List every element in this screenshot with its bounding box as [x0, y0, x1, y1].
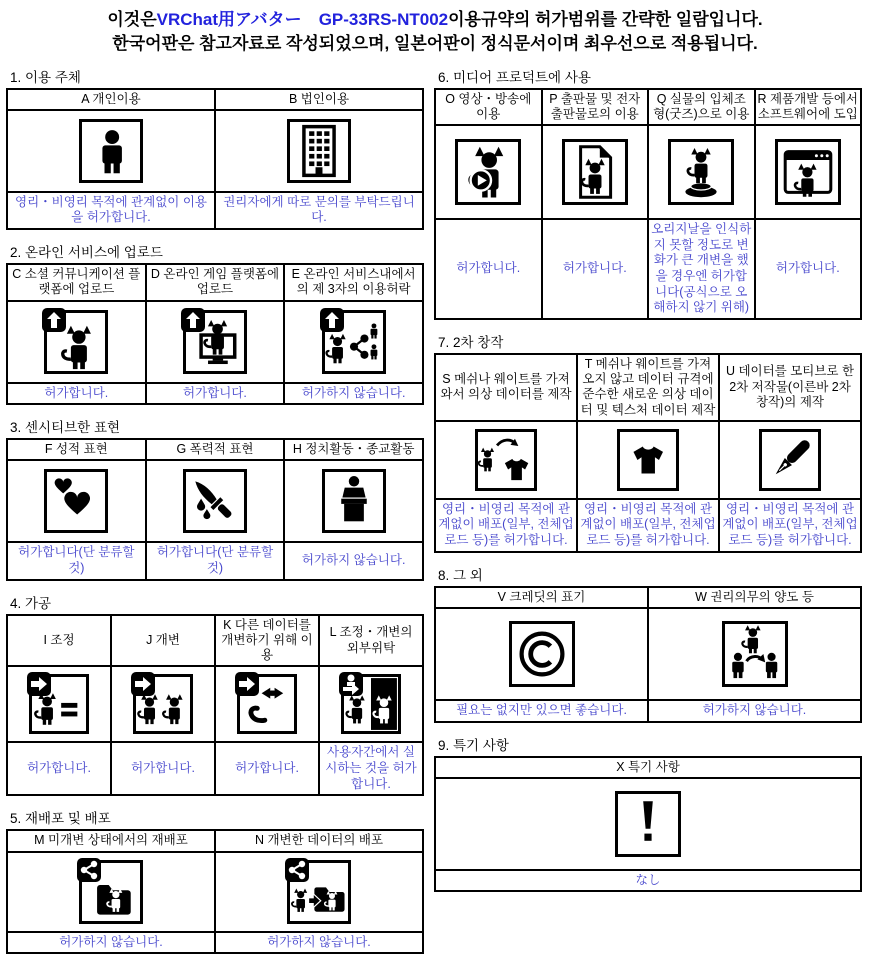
section-processing	[6, 592, 424, 797]
cell-icon	[215, 666, 319, 742]
upload-game-icon	[183, 310, 247, 374]
cell-header: U 데이터를 모티브로 한 2차 저작물(이른바 2차 창작)의 제작	[719, 354, 861, 421]
cell-header: P 출판물 및 전자출판물로의 이용	[542, 89, 649, 126]
cell-answer: 허가합니다.	[755, 219, 862, 319]
title-text: 이용규약의 허가범위를 간략한 일람입니다.	[448, 10, 763, 29]
modify-parts-icon	[237, 674, 297, 734]
adjust-equal-icon	[29, 674, 89, 734]
right-column	[434, 66, 862, 904]
section-heading: 6. 미디어 프로덕트에 사용	[438, 69, 591, 85]
cell-answer: 허가합니다.	[542, 219, 649, 319]
cell-icon	[577, 421, 719, 499]
cell-icon	[146, 460, 285, 542]
table-columns	[4, 66, 866, 965]
permission-table	[6, 829, 424, 954]
cell-header: K 다른 데이터를 개변하기 위해 이용	[215, 615, 319, 667]
cell-header: C 소셜 커뮤니케이션 플랫폼에 업로드	[7, 264, 146, 301]
cell-icon	[284, 301, 423, 383]
section-special-notes	[434, 734, 862, 893]
section-heading: 3. 센시티브한 표현	[10, 420, 121, 436]
cell-answer: 허가하지 않습니다.	[648, 700, 861, 722]
cell-answer: 사용자간에서 실시하는 것을 허가합니다.	[319, 742, 423, 795]
left-column	[6, 66, 424, 965]
cell-answer: 허가합니다.	[435, 219, 542, 319]
cell-icon	[648, 608, 861, 700]
section-others	[434, 564, 862, 723]
cell-icon	[7, 460, 146, 542]
upload-avatar-icon	[44, 310, 108, 374]
permission-table	[434, 756, 862, 893]
section-heading: 2. 온라인 서비스에 업로드	[10, 245, 163, 261]
title-block	[4, 8, 866, 56]
cell-icon	[719, 421, 861, 499]
figurine-icon	[668, 139, 734, 205]
cell-header: J 개변	[111, 615, 215, 667]
publication-icon	[562, 139, 628, 205]
section-media-products	[434, 66, 862, 320]
cell-icon	[7, 852, 215, 932]
cell-answer: 영리・비영리 목적에 관계없이 배포(일부, 전체업로드 등)를 허가합니다.	[719, 499, 861, 552]
permission-table	[434, 88, 862, 320]
cell-icon	[7, 301, 146, 383]
cell-answer: 허가합니다.	[111, 742, 215, 795]
share-modified-icon	[287, 860, 351, 924]
title-text	[302, 10, 319, 29]
section-heading: 7. 2차 창작	[438, 334, 504, 350]
cell-icon	[215, 110, 423, 192]
hearts-icon	[44, 469, 108, 533]
exclamation-icon	[615, 791, 681, 857]
share-badge-icon	[285, 858, 309, 882]
permission-table	[6, 438, 424, 581]
cell-answer: 허가합니다.	[215, 742, 319, 795]
cell-answer: 허가하지 않습니다.	[7, 932, 215, 954]
person-arrow-badge-icon	[339, 672, 363, 696]
modify-cats-icon	[133, 674, 193, 734]
software-window-icon	[775, 139, 841, 205]
cell-header: I 조정	[7, 615, 111, 667]
cell-header: B 법인이용	[215, 89, 423, 110]
section-heading: 1. 이용 주체	[10, 69, 81, 85]
title-accent-text: VRChat用アバター	[156, 10, 302, 29]
cell-answer: 필요는 없지만 있으면 좋습니다.	[435, 700, 648, 722]
cell-answer: 오리지날을 인식하지 못할 정도로 변화가 큰 개변을 했을 경우엔 허가합니다(공식으로 오해하지 않기 위해)	[648, 219, 755, 319]
cell-icon	[7, 110, 215, 192]
arrow-badge-icon	[235, 672, 259, 696]
upload-badge-icon	[320, 308, 344, 332]
section-heading: 8. 그 외	[438, 567, 483, 583]
cell-answer: 영리・비영리 목적에 관계없이 배포(일부, 전체업로드 등)를 허가합니다.	[577, 499, 719, 552]
title-line-2: 한국어판은 참고자료로 작성되었으며, 일본어판이 정식문서이며 최우선으로 적용됩니다.	[112, 33, 758, 53]
cell-header: V 크레딧의 표기	[435, 587, 648, 608]
title-line-1	[4, 8, 866, 32]
cell-header: N 개변한 데이터의 배포	[215, 830, 423, 851]
cell-answer: なし	[435, 870, 861, 892]
cell-icon	[7, 666, 111, 742]
section-usage-subject	[6, 66, 424, 231]
cell-header: F 성적 표현	[7, 439, 146, 460]
section-heading: 5. 재배포 및 배포	[10, 811, 111, 827]
permission-table	[6, 88, 424, 231]
cell-header: E 온라인 서비스내에서의 제 3자의 이용허락	[284, 264, 423, 301]
podium-icon	[322, 469, 386, 533]
cell-answer: 권리자에게 따로 문의를 부탁드립니다.	[215, 192, 423, 229]
cell-icon	[215, 852, 423, 932]
permission-table	[6, 614, 424, 797]
cell-header: T 메쉬나 웨이트를 가져오지 않고 데이터 규격에 준수한 새로운 의상 데이터 및 텍스처 데이터 제작	[577, 354, 719, 421]
cell-icon	[648, 125, 755, 219]
cell-header: O 영상・방송에 이용	[435, 89, 542, 126]
cell-answer: 허가하지 않습니다.	[284, 542, 423, 579]
section-online-upload	[6, 241, 424, 405]
transfer-rights-icon	[722, 621, 788, 687]
cell-icon	[755, 125, 862, 219]
cell-icon	[111, 666, 215, 742]
cell-icon	[435, 421, 577, 499]
cell-header: G 폭력적 표현	[146, 439, 285, 460]
cell-icon	[435, 778, 861, 870]
cell-icon	[146, 301, 285, 383]
video-play-icon	[455, 139, 521, 205]
cell-answer: 영리・비영리 목적에 관계없이 배포(일부, 전체업로드 등)를 허가합니다.	[435, 499, 577, 552]
costume-from-mesh-icon	[475, 429, 537, 491]
upload-share-icon	[322, 310, 386, 374]
pen-nib-icon	[759, 429, 821, 491]
section-heading: 4. 가공	[10, 595, 52, 611]
cell-header: L 조정・개변의 외부위탁	[319, 615, 423, 667]
cell-answer: 허가합니다(단 분류할 것)	[7, 542, 146, 579]
cell-answer: 영리・비영리 목적에 관계없이 이용을 허가합니다.	[7, 192, 215, 229]
knife-icon	[183, 469, 247, 533]
cell-header: Q 실물의 입체조형(굿즈)으로 이용	[648, 89, 755, 126]
cell-header: D 온라인 게임 플랫폼에 업로드	[146, 264, 285, 301]
permission-table	[434, 586, 862, 723]
share-badge-icon	[77, 858, 101, 882]
cell-header: H 정치활동・종교활동	[284, 439, 423, 460]
cell-answer: 허가합니다.	[146, 383, 285, 405]
cell-header: S 메쉬나 웨이트를 가져와서 의상 데이터를 제작	[435, 354, 577, 421]
upload-badge-icon	[42, 308, 66, 332]
section-heading: 9. 특기 사항	[438, 737, 509, 753]
permission-table	[434, 353, 862, 553]
share-folder-icon	[79, 860, 143, 924]
cell-header: R 제품개발 등에서 소프트웨어에 도입	[755, 89, 862, 126]
copyright-icon	[509, 621, 575, 687]
section-derivative-creation	[434, 331, 862, 553]
cell-icon	[435, 125, 542, 219]
cell-answer: 허가하지 않습니다.	[215, 932, 423, 954]
cell-icon	[284, 460, 423, 542]
person-icon	[79, 119, 143, 183]
cell-answer: 허가합니다.	[7, 383, 146, 405]
building-icon	[287, 119, 351, 183]
cell-header: M 미개변 상태에서의 재배포	[7, 830, 215, 851]
section-redistribution	[6, 807, 424, 954]
title-accent-text: GP-33RS-NT002	[318, 10, 449, 29]
permission-table	[6, 263, 424, 405]
cell-header: X 특기 사항	[435, 757, 861, 778]
cell-answer: 허가합니다(단 분류할 것)	[146, 542, 285, 579]
cell-header: A 개인이용	[7, 89, 215, 110]
cell-header: W 권리의무의 양도 등	[648, 587, 861, 608]
arrow-badge-icon	[27, 672, 51, 696]
costume-new-icon	[617, 429, 679, 491]
cell-answer: 허가합니다.	[7, 742, 111, 795]
cell-icon	[542, 125, 649, 219]
outsource-icon	[341, 674, 401, 734]
cell-answer: 허가하지 않습니다.	[284, 383, 423, 405]
cell-icon	[319, 666, 423, 742]
section-sensitive-expression	[6, 416, 424, 581]
arrow-badge-icon	[131, 672, 155, 696]
title-text: 이것은	[107, 10, 157, 29]
upload-badge-icon	[181, 308, 205, 332]
cell-icon	[435, 608, 648, 700]
